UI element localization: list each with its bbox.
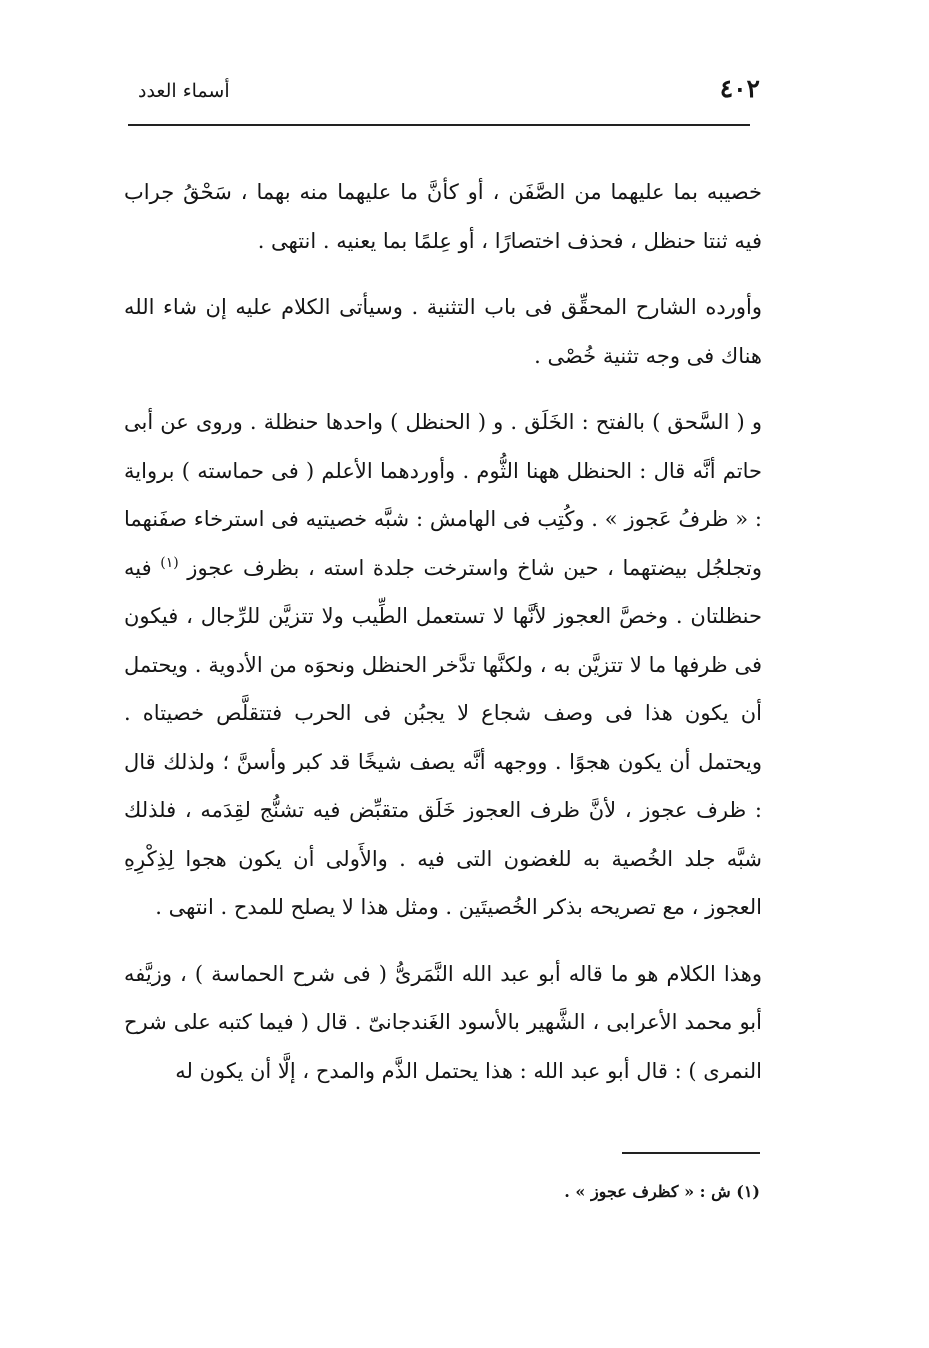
paragraph-3-continuation: فيه حنظلتان . وخصَّ العجوز لأنَّها لا تستعمل الطِّيب ولا تتزيَّن للرِّجال ، فيكون فى ظرفها ما لا تتزيَّن به ، ولكنَّها تدَّخر الحنظل ونحوَه من الأدوية . ويحتمل أن يكون هذا فى وصف شجاع لا يجبُن فى الحرب فتتقلَّص خصيتاه . ويحتمل أن يكون هجوًا . ووجهه أنَّه يصف شيخًا قد كبر وأسنَّ ؛ ولذلك قال : ظرف عجوز ، لأنَّ ظرف العجوز خَلَق متقبِّض فيه تشنُّج لقِدَمه ، فلذلك شبَّه جلد الخُصية به للغضون التى فيه . والأَولى أن يكون هجوا لِذِكْرِهِ العجوز ، مع تصريحه بذكر الخُصيتَين . ومثل هذا لا يصلح للمدح . انتهى . xyxy=(124,555,762,919)
footnote-reference: (١) xyxy=(160,554,179,571)
paragraph-3 xyxy=(124,398,762,932)
page-number: ٤٠٢ xyxy=(719,74,760,103)
paragraph-3-text: و ( السَّحق ) بالفتح : الخَلَق . و ( الحنظل ) واحدها حنظلة . وروى عن أبى حاتم أنَّه قال : الحنظل ههنا الثُّوم . وأوردهما الأعلم ( فى حماسته ) برواية : « ظرفُ عَجوز » . وكُتِب فى الهامش : شبَّه خصيتيه فى استرخاء صفَنهما وتجلجُل بيضتهما ، حين شاخ واسترخت جلدة استه ، بظرف عجوز xyxy=(124,410,762,580)
footnote: (١) ش : « كظرف عجوز » . xyxy=(564,1182,760,1201)
header-divider xyxy=(128,124,750,126)
running-title: أسماء العدد xyxy=(138,80,230,102)
footnote-divider xyxy=(622,1152,760,1154)
body-text xyxy=(124,168,762,1095)
paragraph-1: خصيبه بما عليهما من الصَّفَن ، أو كأنَّ ما عليهما منه بهما ، سَحْقُ جراب فيه ثنتا حنظل ، فحذف اختصارًا ، أو عِلمًا بما يعنيه . انتهى . xyxy=(124,180,762,253)
running-header xyxy=(128,74,760,108)
paragraph-2: وأورده الشارح المحقِّق فى باب التثنية . وسيأتى الكلام عليه إن شاء الله هناك فى وجه تثنية خُصْى . xyxy=(124,295,762,368)
paragraph-4: وهذا الكلام هو ما قاله أبو عبد الله النَّمَرىُّ ( فى شرح الحماسة ) ، وزيَّفه أبو محمد الأعرابى ، الشَّهير بالأسود الغَندجانىّ . قال ( فيما كتبه على شرح النمرى ) : قال أبو عبد الله : هذا يحتمل الذَّم والمدح ، إلَّا أن يكون له xyxy=(124,961,762,1083)
